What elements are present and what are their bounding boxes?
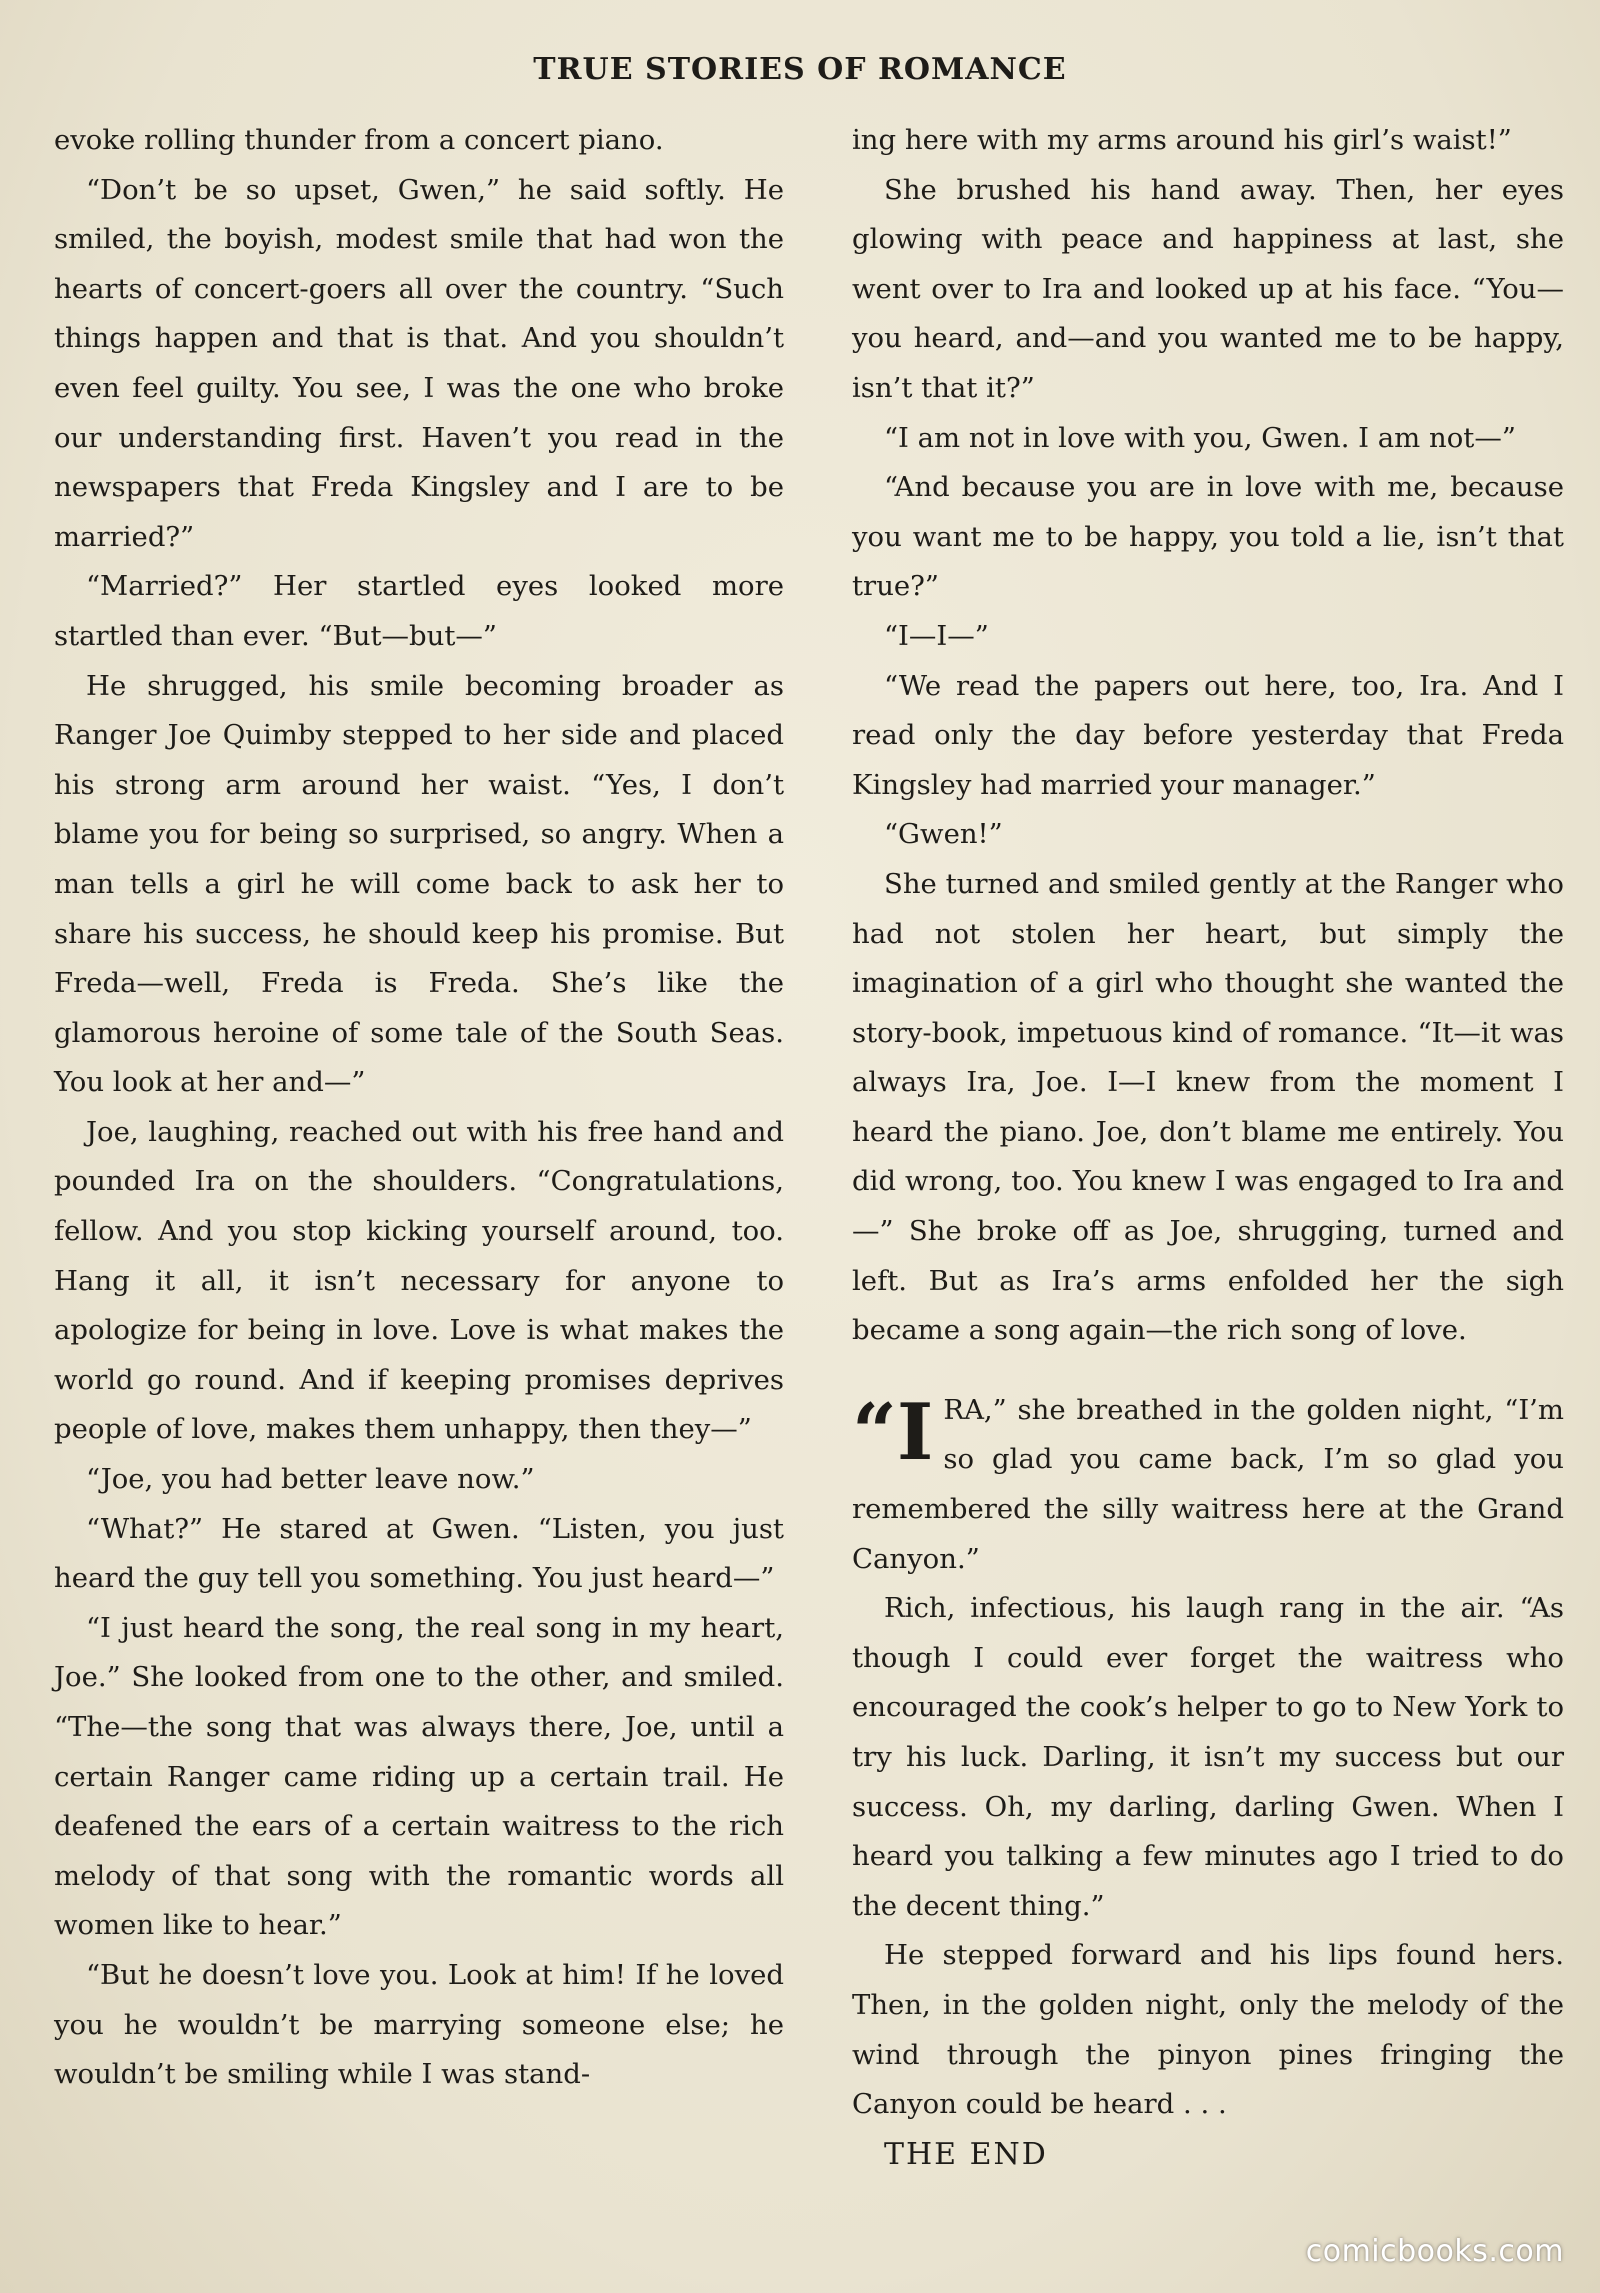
running-title: TRUE STORIES OF ROMANCE — [533, 52, 1067, 87]
right-paragraph-7: “Gwen!” — [884, 818, 1003, 851]
right-paragraph-1: ing here with my arms around his girl’s waist!” — [852, 124, 1512, 156]
left-paragraph-6: “Joe, you had better leave now.” — [86, 1463, 535, 1496]
section-two-paragraph-3: He stepped forward and his lips found hers. Then, in the golden night, only the melody of the wind through the pinyon pines fringing the Canyon could be heard . . . — [852, 1939, 1564, 2121]
dropcap-paragraph — [852, 1386, 1564, 1584]
the-end-label: THE END — [884, 2136, 1048, 2172]
drop-cap: “I — [852, 1386, 934, 1478]
left-paragraph-3: “Married?” Her startled eyes looked more startled than ever. “But—but—” — [54, 570, 784, 652]
left-paragraph-2: “Don’t be so upset, Gwen,” he said softly. He smiled, the boyish, modest smile that had won the hearts of concert-goers all over the country. “Such things happen and that is that. And you shouldn’t even feel guilty. You see, I was the one who broke our understanding first. Haven’t you read in the newspapers that Freda Kingsley and I are to be married?” — [54, 173, 784, 553]
dropcap-paragraph-text: RA,” she breathed in the golden night, “I’m so glad you came back, I’m so glad you remembered the silly waitress here at the Grand Canyon.” — [852, 1393, 1564, 1575]
right-paragraph-3: “I am not in love with you, Gwen. I am not—” — [884, 421, 1516, 454]
left-paragraph-5: Joe, laughing, reached out with his free hand and pounded Ira on the shoulders. “Congratulations, fellow. And you stop kicking yourself around, too. Hang it all, it isn’t necessary for anyone to apologize for being in love. Love is what makes the world go round. And if keeping promises deprives people of love, makes them unhappy, then they—” — [54, 1115, 784, 1446]
right-paragraph-4: “And because you are in love with me, because you want me to be happy, you told a lie, isn’t that true?” — [852, 471, 1564, 603]
left-paragraph-1: evoke rolling thunder from a concert piano. — [54, 124, 664, 156]
right-column — [852, 116, 1564, 2179]
left-column — [54, 116, 784, 2100]
right-paragraph-2: She brushed his hand away. Then, her eyes glowing with peace and happiness at last, she went over to Ira and looked up at his face. “You—you heard, and—and you wanted me to be happy, isn’t that it?” — [852, 173, 1564, 404]
site-watermark: comicbooks.com — [1305, 2234, 1564, 2269]
section-two-paragraph-2: Rich, infectious, his laugh rang in the air. “As though I could ever forget the waitress who encouraged the cook’s helper to go to New York to try his luck. Darling, it isn’t my success but our success. Oh, my darling, darling Gwen. When I heard you talking a few minutes ago I tried to do the decent thing.” — [852, 1592, 1564, 1922]
left-paragraph-7: “What?” He stared at Gwen. “Listen, you just heard the guy tell you something. You just heard—” — [54, 1512, 784, 1595]
right-paragraph-8: She turned and smiled gently at the Ranger who had not stolen her heart, but simply the imagination of a girl who thought she wanted the story-book, impetuous kind of romance. “It—it was always Ira, Joe. I—I knew from the moment I heard the piano. Joe, don’t blame me entirely. You did wrong, too. You knew I was engaged to Ira and—” She broke off as Joe, shrugging, turned and left. But as Ira’s arms enfolded her the sigh became a song again—the rich song of love. — [852, 867, 1564, 1347]
section-two — [852, 1386, 1564, 2180]
right-paragraph-5: “I—I—” — [884, 619, 989, 652]
right-paragraph-6: “We read the papers out here, too, Ira. And I read only the day before yesterday that Freda Kingsley had married your manager.” — [852, 669, 1564, 801]
left-paragraph-8: “I just heard the song, the real song in my heart, Joe.” She looked from one to the other, and smiled. “The—the song that was always there, Joe, until a certain Ranger came riding up a certain trail. He deafened the ears of a certain waitress to the rich melody of that song with the romantic words all women like to hear.” — [54, 1611, 784, 1942]
left-paragraph-4: He shrugged, his smile becoming broader as Ranger Joe Quimby stepped to her side and placed his strong arm around her waist. “Yes, I don’t blame you for being so surprised, so angry. When a man tells a girl he will come back to ask her to share his success, he should keep his promise. But Freda—well, Freda is Freda. She’s like the glamorous heroine of some tale of the South Seas. You look at her and—” — [54, 669, 784, 1099]
left-paragraph-9: “But he doesn’t love you. Look at him! If he loved you he wouldn’t be marrying someone else; he wouldn’t be smiling while I was stand- — [54, 1958, 784, 2091]
